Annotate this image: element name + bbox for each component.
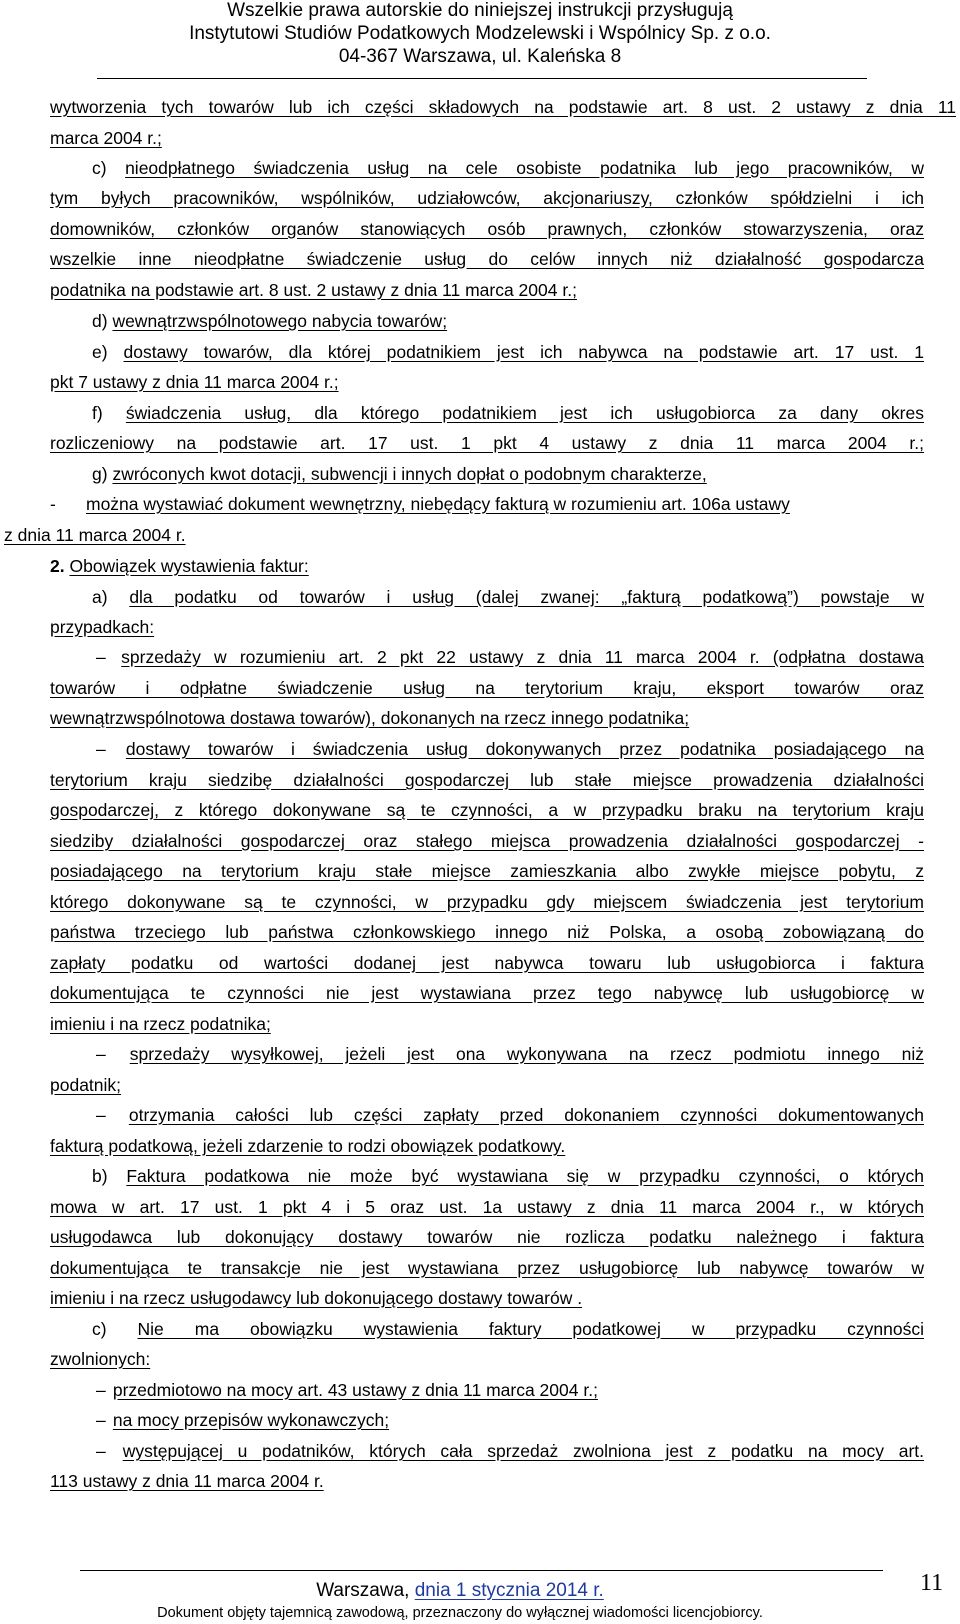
body-line: rozliczeniowy na podstawie art. 17 ust. 1 pkt 4 ustawy z dnia 11 marca 2004 r.; (50, 433, 924, 453)
dash-item: – sprzedaży w rozumieniu art. 2 pkt 22 ustawy z dnia 11 marca 2004 r. (odpłatna dostawa (96, 647, 924, 667)
body-line: dokumentująca te czynności nie jest wystawiana przez tego nabywcę lub usługobiorcę w (50, 983, 924, 1003)
dash-item: – sprzedaży wysyłkowej, jeżeli jest ona wykonywana na rzecz podmiotu innego niż (96, 1044, 924, 1064)
dash-item: - można wystawiać dokument wewnętrzny, niebędący fakturą w rozumieniu art. 106a ustawy (50, 494, 790, 514)
body-line: którego dokonywane są te czynności, w przypadku gdy miejscem świadczenia jest terytorium (50, 892, 924, 912)
header-line-2: Instytutowi Studiów Podatkowych Modzelewski i Wspólnicy Sp. z o.o. (189, 23, 771, 44)
body-line: posiadającego na terytorium kraju stałe miejsce zamieszkania albo zwykłe miejsce pobytu, z (50, 861, 924, 881)
body-line: usługodawca lub dokonujący dostawy towarów nie rozlicza podatku należnego i faktura (50, 1227, 924, 1247)
body-line: pkt 7 ustawy z dnia 11 marca 2004 r.; (50, 372, 339, 392)
body-line: z dnia 11 marca 2004 r. (4, 525, 186, 545)
body-line: podatnika na podstawie art. 8 ust. 2 ustawy z dnia 11 marca 2004 r.; (50, 280, 577, 300)
header-rule (97, 78, 867, 79)
body-line: imieniu i na rzecz usługodawcy lub dokonującego dostawy towarów . (50, 1288, 583, 1308)
list-item-a: a) dla podatku od towarów i usług (dalej zwanej: „fakturą podatkową”) powstaje w (92, 587, 924, 607)
body-line: przypadkach: (50, 617, 155, 637)
page-number: 11 (920, 1570, 944, 1596)
section-2-heading: 2. Obowiązek wystawienia faktur: (50, 556, 309, 576)
body-line: wewnątrzwspólnotowa dostawa towarów), dokonanych na rzecz innego podatnika; (50, 708, 690, 728)
list-item-e: e) dostawy towarów, dla której podatnikiem jest ich nabywca na podstawie art. 17 ust. 1 (92, 342, 924, 362)
list-label: c) (92, 158, 107, 178)
body-line: marca 2004 r.; (50, 128, 162, 148)
body-line: 113 ustawy z dnia 11 marca 2004 r. (50, 1471, 324, 1491)
body-line: terytorium kraju siedzibę działalności gospodarczej lub stałe miejsce prowadzenia działalności (50, 770, 924, 790)
footer-notice: Dokument objęty tajemnicą zawodową, przeznaczony do wyłącznej wiadomości licencjobiorcy. (157, 1605, 763, 1621)
dash-item: – na mocy przepisów wykonawczych; (96, 1410, 390, 1430)
body-line: domowników, członków organów stanowiących osób prawnych, członków stowarzyszenia, oraz (50, 219, 924, 239)
body-line: imieniu i na rzecz podatnika; (50, 1014, 271, 1034)
body-line: państwa trzeciego lub państwa członkowskiego innego niż Polska, a osobą zobowiązaną do (50, 922, 924, 942)
dash-item: – przedmiotowo na mocy art. 43 ustawy z dnia 11 marca 2004 r.; (96, 1380, 598, 1400)
body-line: siedziby działalności gospodarczej oraz stałego miejsca prowadzenia działalności gospodarczej - (50, 831, 924, 851)
list-item-d: d) wewnątrzwspólnotowego nabycia towarów; (92, 311, 448, 331)
body-line: zapłaty podatku od wartości dodanej jest nabywca towaru lub usługobiorca i faktura (50, 953, 924, 973)
body-line: dokumentująca te transakcje nie jest wystawiana przez usługobiorcę lub nabywcę towarów w (50, 1258, 924, 1278)
body-line: podatnik; (50, 1075, 122, 1095)
dash-item: – dostawy towarów i świadczenia usług dokonywanych przez podatnika posiadającego na (96, 739, 924, 759)
list-item-f: f) świadczenia usług, dla którego podatnikiem jest ich usługobiorca za dany okres (92, 403, 924, 423)
body-line: fakturą podatkową, jeżeli zdarzenie to rodzi obowiązek podatkowy. (50, 1136, 566, 1156)
body-line: towarów i odpłatne świadczenie usług na terytorium kraju, eksport towarów oraz (50, 678, 924, 698)
list-item-g: g) zwróconych kwot dotacji, subwencji i innych dopłat o podobnym charakterze, (92, 464, 707, 484)
list-item-b: b) Faktura podatkowa nie może być wystawiana się w przypadku czynności, o których (92, 1166, 924, 1186)
header-line-3: 04-367 Warszawa, ul. Kaleńska 8 (338, 46, 622, 67)
footer-city: Warszawa, (316, 1580, 415, 1601)
list-item-c2: c) Nie ma obowiązku wystawienia faktury podatkowej w przypadku czynności (92, 1319, 924, 1339)
body-line: tym byłych pracowników, wspólników, udziałowców, akcjonariuszy, członków spółdzielni i ich (50, 188, 924, 208)
dash-item: – występującej u podatników, których cała sprzedaż zwolniona jest z podatku na mocy art. (96, 1441, 924, 1461)
list-item-c: c) nieodpłatnego świadczenia usług na cele osobiste podatnika lub jego pracowników, w (92, 158, 924, 178)
footer-date-line (0, 1580, 920, 1602)
footer-rule (80, 1570, 883, 1571)
dash-item: – otrzymania całości lub części zapłaty przed dokonaniem czynności dokumentowanych (96, 1105, 924, 1125)
body-line: mowa w art. 17 ust. 1 pkt 4 i 5 oraz ust. 1a ustawy z dnia 11 marca 2004 r., w których (50, 1197, 924, 1217)
body-line: zwolnionych: (50, 1349, 151, 1369)
body-line: wszelkie inne nieodpłatne świadczenie usług do celów innych niż działalność gospodarcza (50, 249, 924, 269)
body-line: wytworzenia tych towarów lub ich części składowych na podstawie art. 8 ust. 2 ustawy z dnia 11 (50, 97, 956, 117)
footer-date: dnia 1 stycznia 2014 r. (414, 1580, 604, 1601)
body-line: gospodarczej, z którego dokonywane są te czynności, a w przypadku braku na terytorium kraju (50, 800, 924, 820)
header-line-1: Wszelkie prawa autorskie do niniejszej instrukcji przysługują (227, 0, 733, 21)
